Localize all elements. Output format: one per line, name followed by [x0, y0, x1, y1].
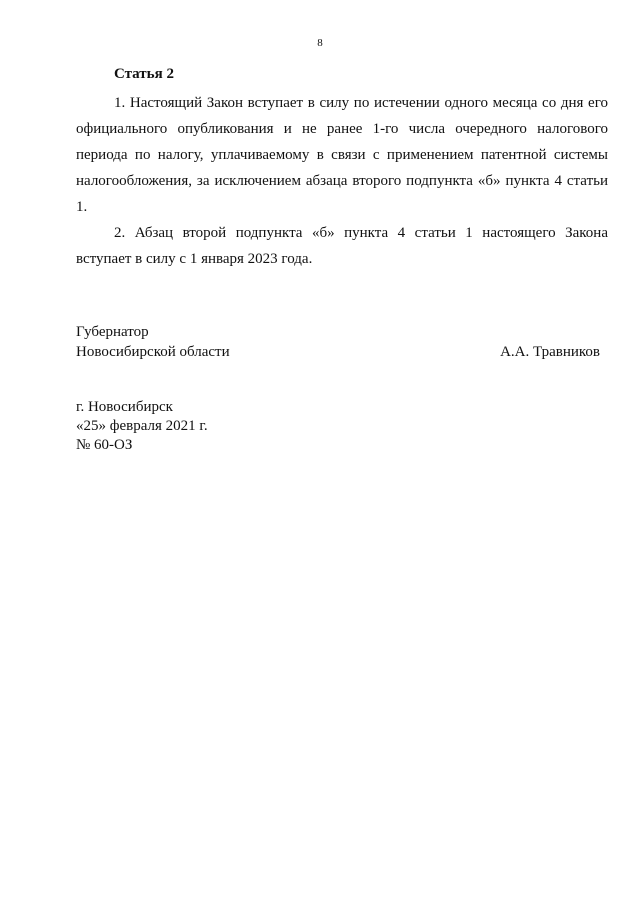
page-number: 8	[317, 37, 323, 49]
signatory-name: А.А. Травников	[500, 344, 600, 360]
footer-law-number: № 60-ОЗ	[76, 437, 133, 453]
article-paragraph-1: 1. Настоящий Закон вступает в силу по истечении одного месяца со дня его официального опубликования и не ранее 1-го числа очередного налогового периода по налогу, уплачиваемому в связи с применением патентной системы налогообложения, за исключением абзаца второго подпункта «б» пункта 4 статьи 1.	[76, 95, 608, 215]
signature-position-line2: Новосибирской области	[76, 344, 230, 360]
signature-row	[76, 342, 600, 362]
signature-block	[76, 322, 600, 362]
signature-position-line1: Губернатор	[76, 324, 149, 340]
article-section	[76, 64, 608, 272]
article-paragraph-2: 2. Абзац второй подпункта «б» пункта 4 статьи 1 настоящего Закона вступает в силу с 1 января 2023 года.	[76, 225, 608, 267]
footer-city: г. Новосибирск	[76, 399, 173, 415]
footer-date: «25» февраля 2021 г.	[76, 418, 208, 434]
document-footer	[76, 398, 208, 455]
article-title: Статья 2	[114, 66, 174, 82]
